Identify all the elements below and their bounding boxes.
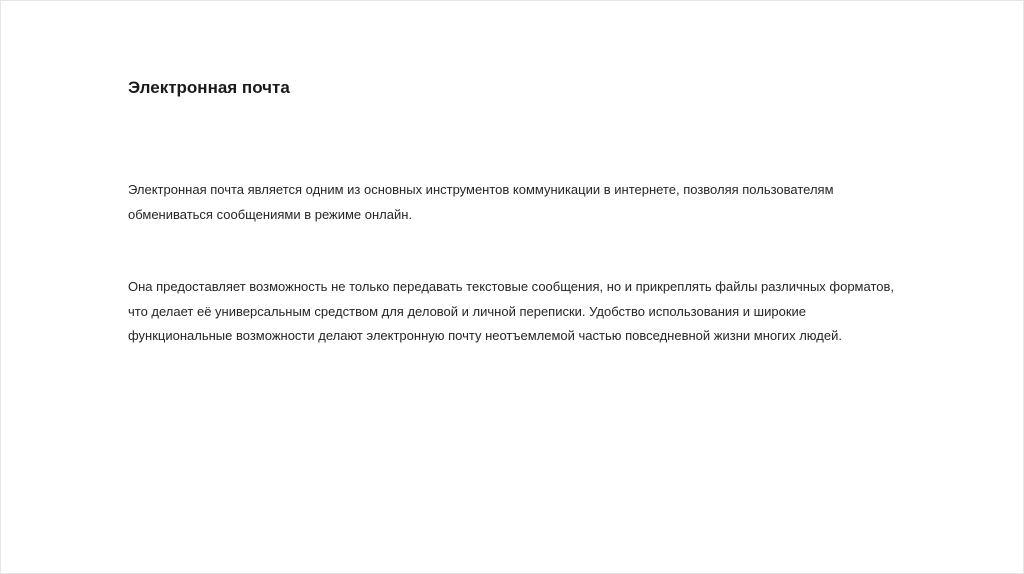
paragraph-line: обмениваться сообщениями в режиме онлайн. xyxy=(128,206,413,222)
paragraph-line: функциональные возможности делают электронную почту неотъемлемой частью повседневной жизни многих людей. xyxy=(128,328,842,343)
slide-title: Электронная почта xyxy=(128,78,290,97)
paragraph-intro xyxy=(128,178,834,227)
paragraph-line: Электронная почта является одним из основных инструментов коммуникации в интернете, позволяя пользователям xyxy=(128,182,834,197)
paragraph-line: Она предоставляет возможность не только передавать текстовые сообщения, но и прикреплять файлы различных форматов, xyxy=(128,279,894,294)
paragraph-details xyxy=(128,275,894,349)
paragraph-line: что делает её универсальным средством для деловой и личной переписки. Удобство использования и широкие xyxy=(128,303,806,319)
